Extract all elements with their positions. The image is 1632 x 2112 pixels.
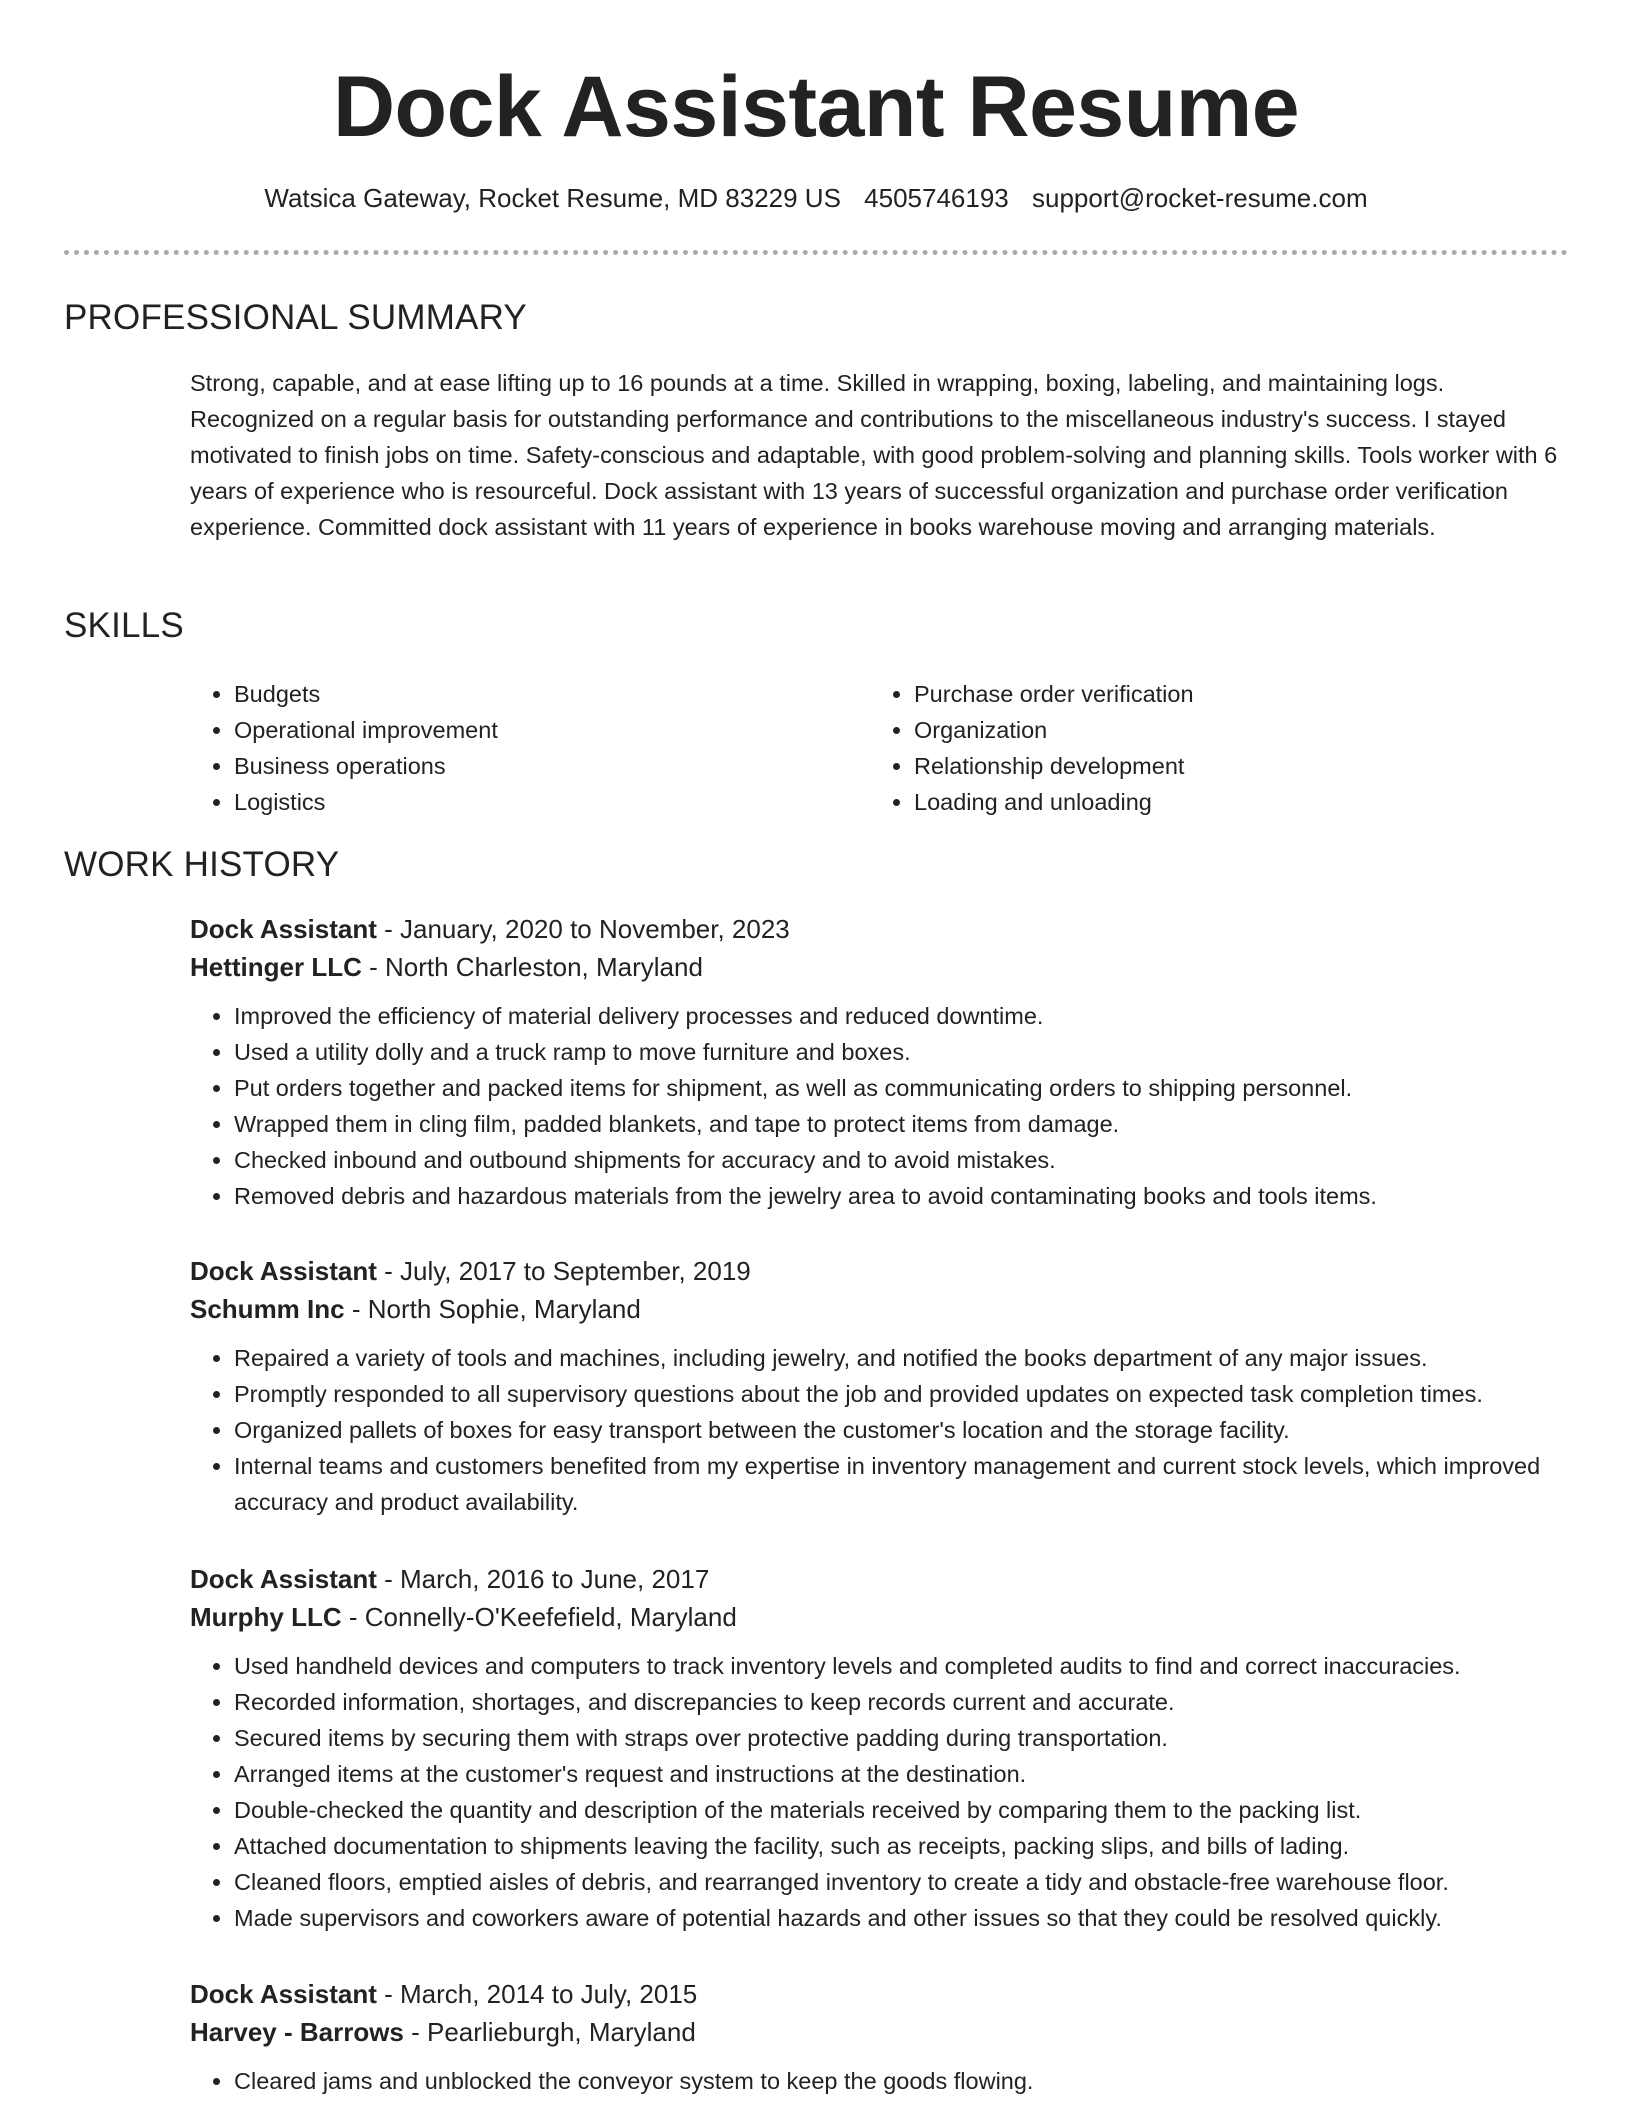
job-title-line: Dock Assistant - July, 2017 to September, 2019: [190, 1256, 751, 1286]
job-location: North Charleston, Maryland: [385, 952, 703, 982]
job-bullets: [190, 1340, 1570, 1520]
job-company: Schumm Inc: [190, 1294, 345, 1324]
job-location: Connelly-O'Keefefield, Maryland: [364, 1602, 737, 1632]
job-entry: [190, 910, 1570, 1214]
job-bullet: • Organized pallets of boxes for easy transport between the customer's location and the storage facility.: [234, 1412, 1570, 1448]
skills-column-right: [870, 676, 1550, 820]
job-entry: [190, 1975, 1570, 2099]
job-bullets: [190, 1648, 1570, 1936]
email: support@rocket-resume.com: [1032, 183, 1368, 213]
job-title: Dock Assistant: [190, 914, 377, 944]
job-dates: March, 2016 to June, 2017: [399, 1564, 710, 1594]
skill-item: • Organization: [914, 712, 1550, 748]
job-title-line: Dock Assistant - March, 2016 to June, 2017: [190, 1564, 710, 1594]
job-bullet: • Repaired a variety of tools and machines, including jewelry, and notified the books department of any major issues.: [234, 1340, 1570, 1376]
phone: 4505746193: [864, 183, 1009, 213]
job-title: Dock Assistant: [190, 1979, 377, 2009]
job-bullet: • Removed debris and hazardous materials from the jewelry area to avoid contaminating books and tools items.: [234, 1178, 1570, 1214]
job-dates: March, 2014 to July, 2015: [399, 1979, 698, 2009]
job-company-line: Hettinger LLC - North Charleston, Maryland: [190, 952, 703, 982]
skill-item: • Business operations: [234, 748, 870, 784]
job-dates: July, 2017 to September, 2019: [399, 1256, 751, 1286]
summary-text: Strong, capable, and at ease lifting up to 16 pounds at a time. Skilled in wrapping, boxing, labeling, and maintaining logs. Recognized on a regular basis for outstanding performance and contributions to the miscellaneous industry's success. I stayed motivated to finish jobs on time. Safety-conscious and adaptable, with good problem-solving and planning skills. Tools worker with 6 years of experience who is resourceful. Dock assistant with 13 years of successful organization and purchase order verification experience. Committed dock assistant with 11 years of experience in books warehouse moving and arranging materials.: [190, 370, 1558, 540]
work-history-heading: WORK HISTORY: [64, 845, 340, 884]
job-dates: January, 2020 to November, 2023: [399, 914, 790, 944]
job-entry: [190, 1560, 1570, 1936]
header-divider: [64, 250, 1568, 255]
job-bullet: • Checked inbound and outbound shipments for accuracy and to avoid mistakes.: [234, 1142, 1570, 1178]
job-bullet: • Attached documentation to shipments leaving the facility, such as receipts, packing slips, and bills of lading.: [234, 1828, 1570, 1864]
job-title: Dock Assistant: [190, 1564, 377, 1594]
contact-line: [0, 180, 1632, 216]
address: Watsica Gateway, Rocket Resume, MD 83229 US: [264, 183, 841, 213]
skill-item: • Budgets: [234, 676, 870, 712]
skill-item: • Relationship development: [914, 748, 1550, 784]
job-bullet: • Used a utility dolly and a truck ramp to move furniture and boxes.: [234, 1034, 1570, 1070]
job-company: Hettinger LLC: [190, 952, 362, 982]
job-bullets: [190, 998, 1570, 1214]
job-entry: [190, 1252, 1570, 1520]
job-bullet: • Put orders together and packed items for shipment, as well as communicating orders to shipping personnel.: [234, 1070, 1570, 1106]
skills-list: [190, 676, 1570, 820]
skill-item: • Operational improvement: [234, 712, 870, 748]
skills-column-left: [190, 676, 870, 820]
job-bullet: • Arranged items at the customer's request and instructions at the destination.: [234, 1756, 1570, 1792]
skills-heading: SKILLS: [64, 606, 184, 645]
job-bullet: • Promptly responded to all supervisory questions about the job and provided updates on expected task completion times.: [234, 1376, 1570, 1412]
job-bullet: • Cleared jams and unblocked the conveyor system to keep the goods flowing.: [234, 2063, 1570, 2099]
job-bullet: • Wrapped them in cling film, padded blankets, and tape to protect items from damage.: [234, 1106, 1570, 1142]
job-bullet: • Secured items by securing them with straps over protective padding during transportation.: [234, 1720, 1570, 1756]
job-bullet: • Improved the efficiency of material delivery processes and reduced downtime.: [234, 998, 1570, 1034]
job-title-line: Dock Assistant - March, 2014 to July, 2015: [190, 1979, 698, 2009]
job-location: Pearlieburgh, Maryland: [427, 2017, 696, 2047]
resume-title: Dock Assistant Resume: [332, 59, 1300, 155]
skill-item: • Logistics: [234, 784, 870, 820]
job-bullets: [190, 2063, 1570, 2099]
job-title: Dock Assistant: [190, 1256, 377, 1286]
job-bullet: • Internal teams and customers benefited from my expertise in inventory management and current stock levels, which improved accuracy and product availability.: [234, 1448, 1570, 1520]
job-bullet: • Cleaned floors, emptied aisles of debris, and rearranged inventory to create a tidy and obstacle-free warehouse floor.: [234, 1864, 1570, 1900]
job-company-line: Schumm Inc - North Sophie, Maryland: [190, 1294, 641, 1324]
job-company: Harvey - Barrows: [190, 2017, 404, 2047]
job-bullet: • Recorded information, shortages, and discrepancies to keep records current and accurate.: [234, 1684, 1570, 1720]
job-title-line: Dock Assistant - January, 2020 to November, 2023: [190, 914, 790, 944]
job-location: North Sophie, Maryland: [367, 1294, 641, 1324]
job-company: Murphy LLC: [190, 1602, 342, 1632]
skill-item: • Purchase order verification: [914, 676, 1550, 712]
job-company-line: Harvey - Barrows - Pearlieburgh, Maryland: [190, 2017, 696, 2047]
summary-heading: PROFESSIONAL SUMMARY: [64, 298, 527, 337]
skill-item: • Loading and unloading: [914, 784, 1550, 820]
job-bullet: • Made supervisors and coworkers aware of potential hazards and other issues so that they could be resolved quickly.: [234, 1900, 1570, 1936]
job-bullet: • Double-checked the quantity and description of the materials received by comparing them to the packing list.: [234, 1792, 1570, 1828]
job-bullet: • Used handheld devices and computers to track inventory levels and completed audits to find and correct inaccuracies.: [234, 1648, 1570, 1684]
job-company-line: Murphy LLC - Connelly-O'Keefefield, Maryland: [190, 1602, 737, 1632]
